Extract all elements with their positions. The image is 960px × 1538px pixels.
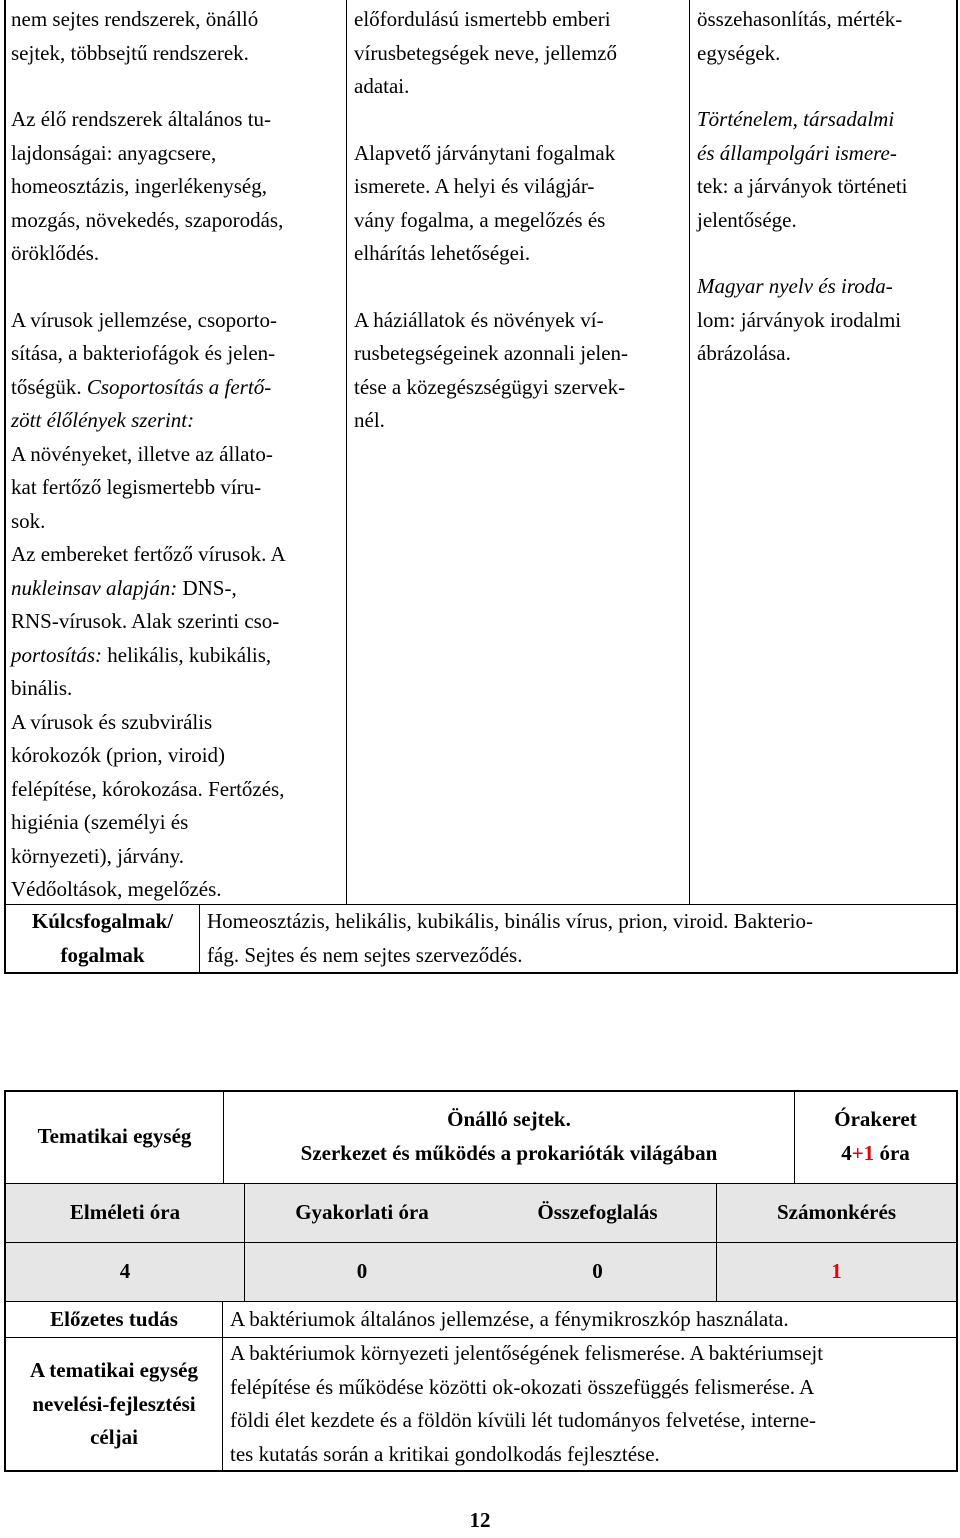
text-line: felépítése, kórokozása. Fertőzés, xyxy=(11,776,285,801)
content-column xyxy=(11,3,345,907)
text-line: ismerete. A helyi és világjár- xyxy=(354,174,595,198)
table-border-bottom xyxy=(4,972,958,974)
text-line: Az embereket fertőző vírusok. A xyxy=(11,542,286,566)
page-number: 12 xyxy=(469,1508,491,1532)
text-line: higiénia (személyi és xyxy=(11,810,189,834)
text-span: helikális, kubikális, xyxy=(102,642,272,667)
text-line: előfordulású ismertebb emberi xyxy=(354,7,611,31)
col-divider-2 xyxy=(689,0,690,904)
text-line: sítása, a bakteriofágok és jelen- xyxy=(11,341,276,365)
table-border-right xyxy=(956,0,958,974)
italic-line: Magyar nyelv és iroda- xyxy=(697,274,893,298)
text-line: öröklődés. xyxy=(11,241,100,265)
table-border-left xyxy=(4,0,6,974)
text-line: elhárítás lehetőségei. xyxy=(354,241,531,265)
text-span: tőségük. xyxy=(11,374,87,399)
text-line: tek: a járványok történeti xyxy=(697,174,908,198)
text-line: összehasonlítás, mérték- xyxy=(697,7,903,31)
kulcsfogalmak-text xyxy=(207,905,955,972)
header-szamonkeres: Számonkérés xyxy=(777,1200,896,1224)
unit-title-line: Szerkezet és működés a prokarióták világában xyxy=(300,1140,718,1165)
text-line: Védőoltások, megelőzés. xyxy=(11,877,222,901)
italic-text: nukleinsav alapján: xyxy=(11,575,178,600)
orakeret-label: Órakeret xyxy=(834,1107,917,1131)
unit-title xyxy=(224,1103,794,1170)
text-line: homeosztázis, ingerlékenység, xyxy=(11,174,267,198)
orakeret-value xyxy=(795,1137,956,1171)
elozetes-tudas-label: Előzetes tudás xyxy=(50,1307,178,1331)
requirements-column xyxy=(354,3,688,438)
text-line: nem sejtes rendszerek, önálló xyxy=(11,7,259,31)
value-osszefoglalas: 0 xyxy=(592,1259,603,1283)
text-line: A vírusok jellemzése, csoporto- xyxy=(11,307,277,332)
text-line: sok. xyxy=(11,508,46,533)
text-line: kat fertőző legismertebb víru- xyxy=(11,475,262,499)
unit-vline xyxy=(222,1302,223,1471)
text-line xyxy=(11,572,345,606)
text-line: A háziállatok és növények ví- xyxy=(354,307,604,332)
text-line: A vírusok és szubvirális xyxy=(11,709,213,734)
elozetes-tudas-text: A baktériumok általános jellemzése, a fénymikroszkóp használata. xyxy=(230,1307,789,1331)
connections-column xyxy=(697,3,955,371)
unit-hline xyxy=(4,1242,958,1243)
header-osszefoglalas: Összefoglalás xyxy=(537,1200,658,1224)
label-line: A tematikai egység xyxy=(30,1358,198,1382)
orakeret-unit: óra xyxy=(874,1140,910,1165)
unit-title-line: Önálló sejtek. xyxy=(447,1107,571,1131)
text-line: földi élet kezdete és a földön kívüli lét tudományos felvetése, interne- xyxy=(230,1408,817,1432)
text-line: kórokozók (prion, viroid) xyxy=(11,743,226,767)
text-line: tes kutatás során a kritikai gondolkodás fejlesztése. xyxy=(230,1441,660,1466)
value-szamonkeres: 1 xyxy=(831,1259,842,1283)
text-line: egységek. xyxy=(697,40,781,65)
value-elmeleti: 4 xyxy=(119,1259,131,1283)
label-line: céljai xyxy=(90,1425,138,1449)
label-line: fogalmak xyxy=(60,942,145,967)
text-line: rusbetegségeinek azonnali jelen- xyxy=(354,341,629,365)
text-line: tése a közegészségügyi szervek- xyxy=(354,374,626,399)
label-line: nevelési-fejlesztési xyxy=(32,1391,196,1416)
text-line: binális. xyxy=(11,676,73,700)
text-line: RNS-vírusok. Alak szerinti cso- xyxy=(11,609,280,633)
unit-hline xyxy=(4,1301,958,1302)
italic-text: portosítás: xyxy=(11,642,103,667)
italic-line: zött élőlények szerint: xyxy=(11,408,195,432)
text-line: lom: járványok irodalmi xyxy=(697,307,902,332)
header-gyakorlati: Gyakorlati óra xyxy=(295,1200,429,1224)
unit-border-top xyxy=(4,1090,958,1092)
italic-text: Csoportosítás a fertő- xyxy=(86,374,272,399)
italic-line: Történelem, társadalmi xyxy=(697,107,895,131)
tematikai-egyseg-label: Tematikai egység xyxy=(37,1124,192,1148)
orakeret xyxy=(795,1103,956,1170)
text-line: Az élő rendszerek általános tu- xyxy=(11,107,272,131)
text-line: felépítése és működése közötti ok-okozati összefüggés felismerése. A xyxy=(230,1374,815,1399)
col-divider-1 xyxy=(346,0,347,904)
text-line xyxy=(11,639,345,673)
unit-border-right xyxy=(956,1090,958,1472)
text-line: A növényeket, illetve az állato- xyxy=(11,441,273,466)
text-line: nél. xyxy=(354,408,385,432)
orakeret-extra: +1 xyxy=(851,1140,875,1165)
text-line: adatai. xyxy=(354,74,410,98)
text-line: fág. Sejtes és nem sejtes szerveződés. xyxy=(207,942,523,967)
text-line: környezeti), járvány. xyxy=(11,843,184,868)
text-line: lajdonságai: anyagcsere, xyxy=(11,140,217,165)
celok-label xyxy=(6,1354,222,1455)
text-line xyxy=(11,371,345,405)
text-line: A baktériumok környezeti jelentőségének felismerése. A baktériumsejt xyxy=(230,1341,824,1365)
text-span: DNS-, xyxy=(177,575,237,600)
kulcs-divider xyxy=(199,904,200,974)
text-line: ábrázolása. xyxy=(697,341,791,365)
label-line: Kúlcsfogalmak/ xyxy=(31,909,174,933)
text-line: Homeosztázis, helikális, kubikális, binális vírus, prion, viroid. Bakterio- xyxy=(207,909,813,933)
text-line: Alapvető járványtani fogalmak xyxy=(354,140,616,165)
text-line: vírusbetegségek neve, jellemző xyxy=(354,40,617,65)
celok-text xyxy=(230,1337,955,1471)
header-elmeleti: Elméleti óra xyxy=(69,1200,181,1224)
text-line: mozgás, növekedés, szaporodás, xyxy=(11,207,284,232)
kulcsfogalmak-label xyxy=(6,905,199,972)
italic-line: és állampolgári ismere- xyxy=(697,140,897,165)
text-line: jelentősége. xyxy=(697,207,797,232)
text-line: vány fogalma, a megelőzés és xyxy=(354,207,606,232)
value-gyakorlati: 0 xyxy=(356,1259,368,1283)
text-line: sejtek, többsejtű rendszerek. xyxy=(11,40,249,65)
orakeret-base: 4 xyxy=(841,1140,852,1165)
unit-hline xyxy=(4,1183,958,1184)
